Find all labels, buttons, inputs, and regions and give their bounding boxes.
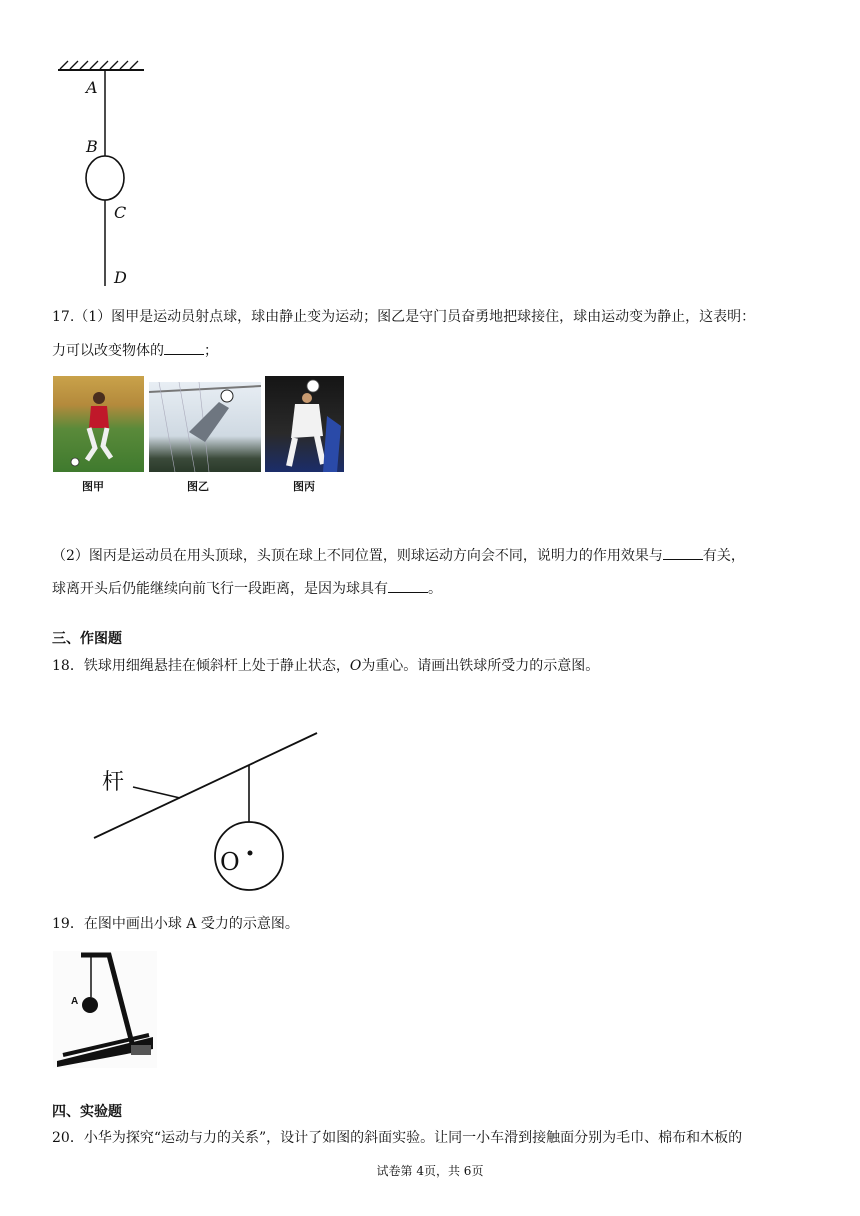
- photo-goalkeeper: [149, 382, 261, 472]
- q17-part2-line1: [52, 546, 745, 566]
- q18-text: [52, 656, 599, 676]
- caption-bing: 图丙: [293, 480, 315, 493]
- q17-line2-pre: 力可以改变物体的: [52, 343, 164, 359]
- section-3-title: 三、作图题: [52, 631, 122, 647]
- answer-blank-3[interactable]: [388, 579, 428, 593]
- q17-line1: 17.（1）图甲是运动员射点球，球由静止变为运动；图乙是守门员奋勇地把球接住，球由运动变为静止，这表明：: [52, 309, 756, 325]
- cart-pendulum-photo: [53, 951, 157, 1068]
- q19-text: 19．在图中画出小球 A 受力的示意图。: [52, 916, 299, 932]
- label-ball-a: A: [71, 996, 79, 1007]
- q17-part2-line1-pre: （2）图丙是运动员在用头顶球，头顶在球上不同位置，则球运动方向会不同，说明力的作用效果与: [52, 548, 663, 564]
- page-footer: 试卷第 4页，共 6页: [376, 1164, 484, 1178]
- rod-ball-figure: [90, 725, 325, 895]
- answer-blank-1[interactable]: [164, 341, 204, 355]
- label-rod: 杆: [102, 770, 125, 795]
- q17-part2-line2: [52, 579, 442, 599]
- label-a: A: [86, 78, 98, 97]
- q17-part2-line2-post: 。: [428, 581, 442, 597]
- section-4-title: 四、实验题: [52, 1104, 122, 1120]
- q17-part2-line2-pre: 球离开头后仍能继续向前飞行一段距离，是因为球具有: [52, 581, 388, 597]
- pendulum-figure: [50, 60, 160, 292]
- q18-text-pre: 18．铁球用细绳悬挂在倾斜杆上处于静止状态，: [52, 658, 350, 674]
- answer-blank-2[interactable]: [663, 546, 703, 560]
- q20-text: 20．小华为探究“运动与力的关系”，设计了如图的斜面实验。让同一小车滑到接触面分别为毛巾、棉布和木板的: [52, 1130, 743, 1146]
- label-b: B: [86, 137, 98, 156]
- caption-yi: 图乙: [187, 480, 209, 493]
- label-c: C: [114, 203, 127, 222]
- label-center-o: O: [220, 848, 240, 876]
- q18-text-post: 为重心。请画出铁球所受力的示意图。: [361, 658, 600, 674]
- q17-line2: [52, 341, 218, 361]
- q17-part2-line1-post: 有关，: [702, 548, 745, 564]
- label-d: D: [114, 268, 127, 287]
- photo-penalty-kick: [53, 376, 144, 472]
- photo-header: [265, 376, 344, 472]
- caption-jia: 图甲: [82, 480, 104, 493]
- q17-line2-post: ；: [204, 343, 218, 359]
- q18-text-o: O: [349, 658, 362, 674]
